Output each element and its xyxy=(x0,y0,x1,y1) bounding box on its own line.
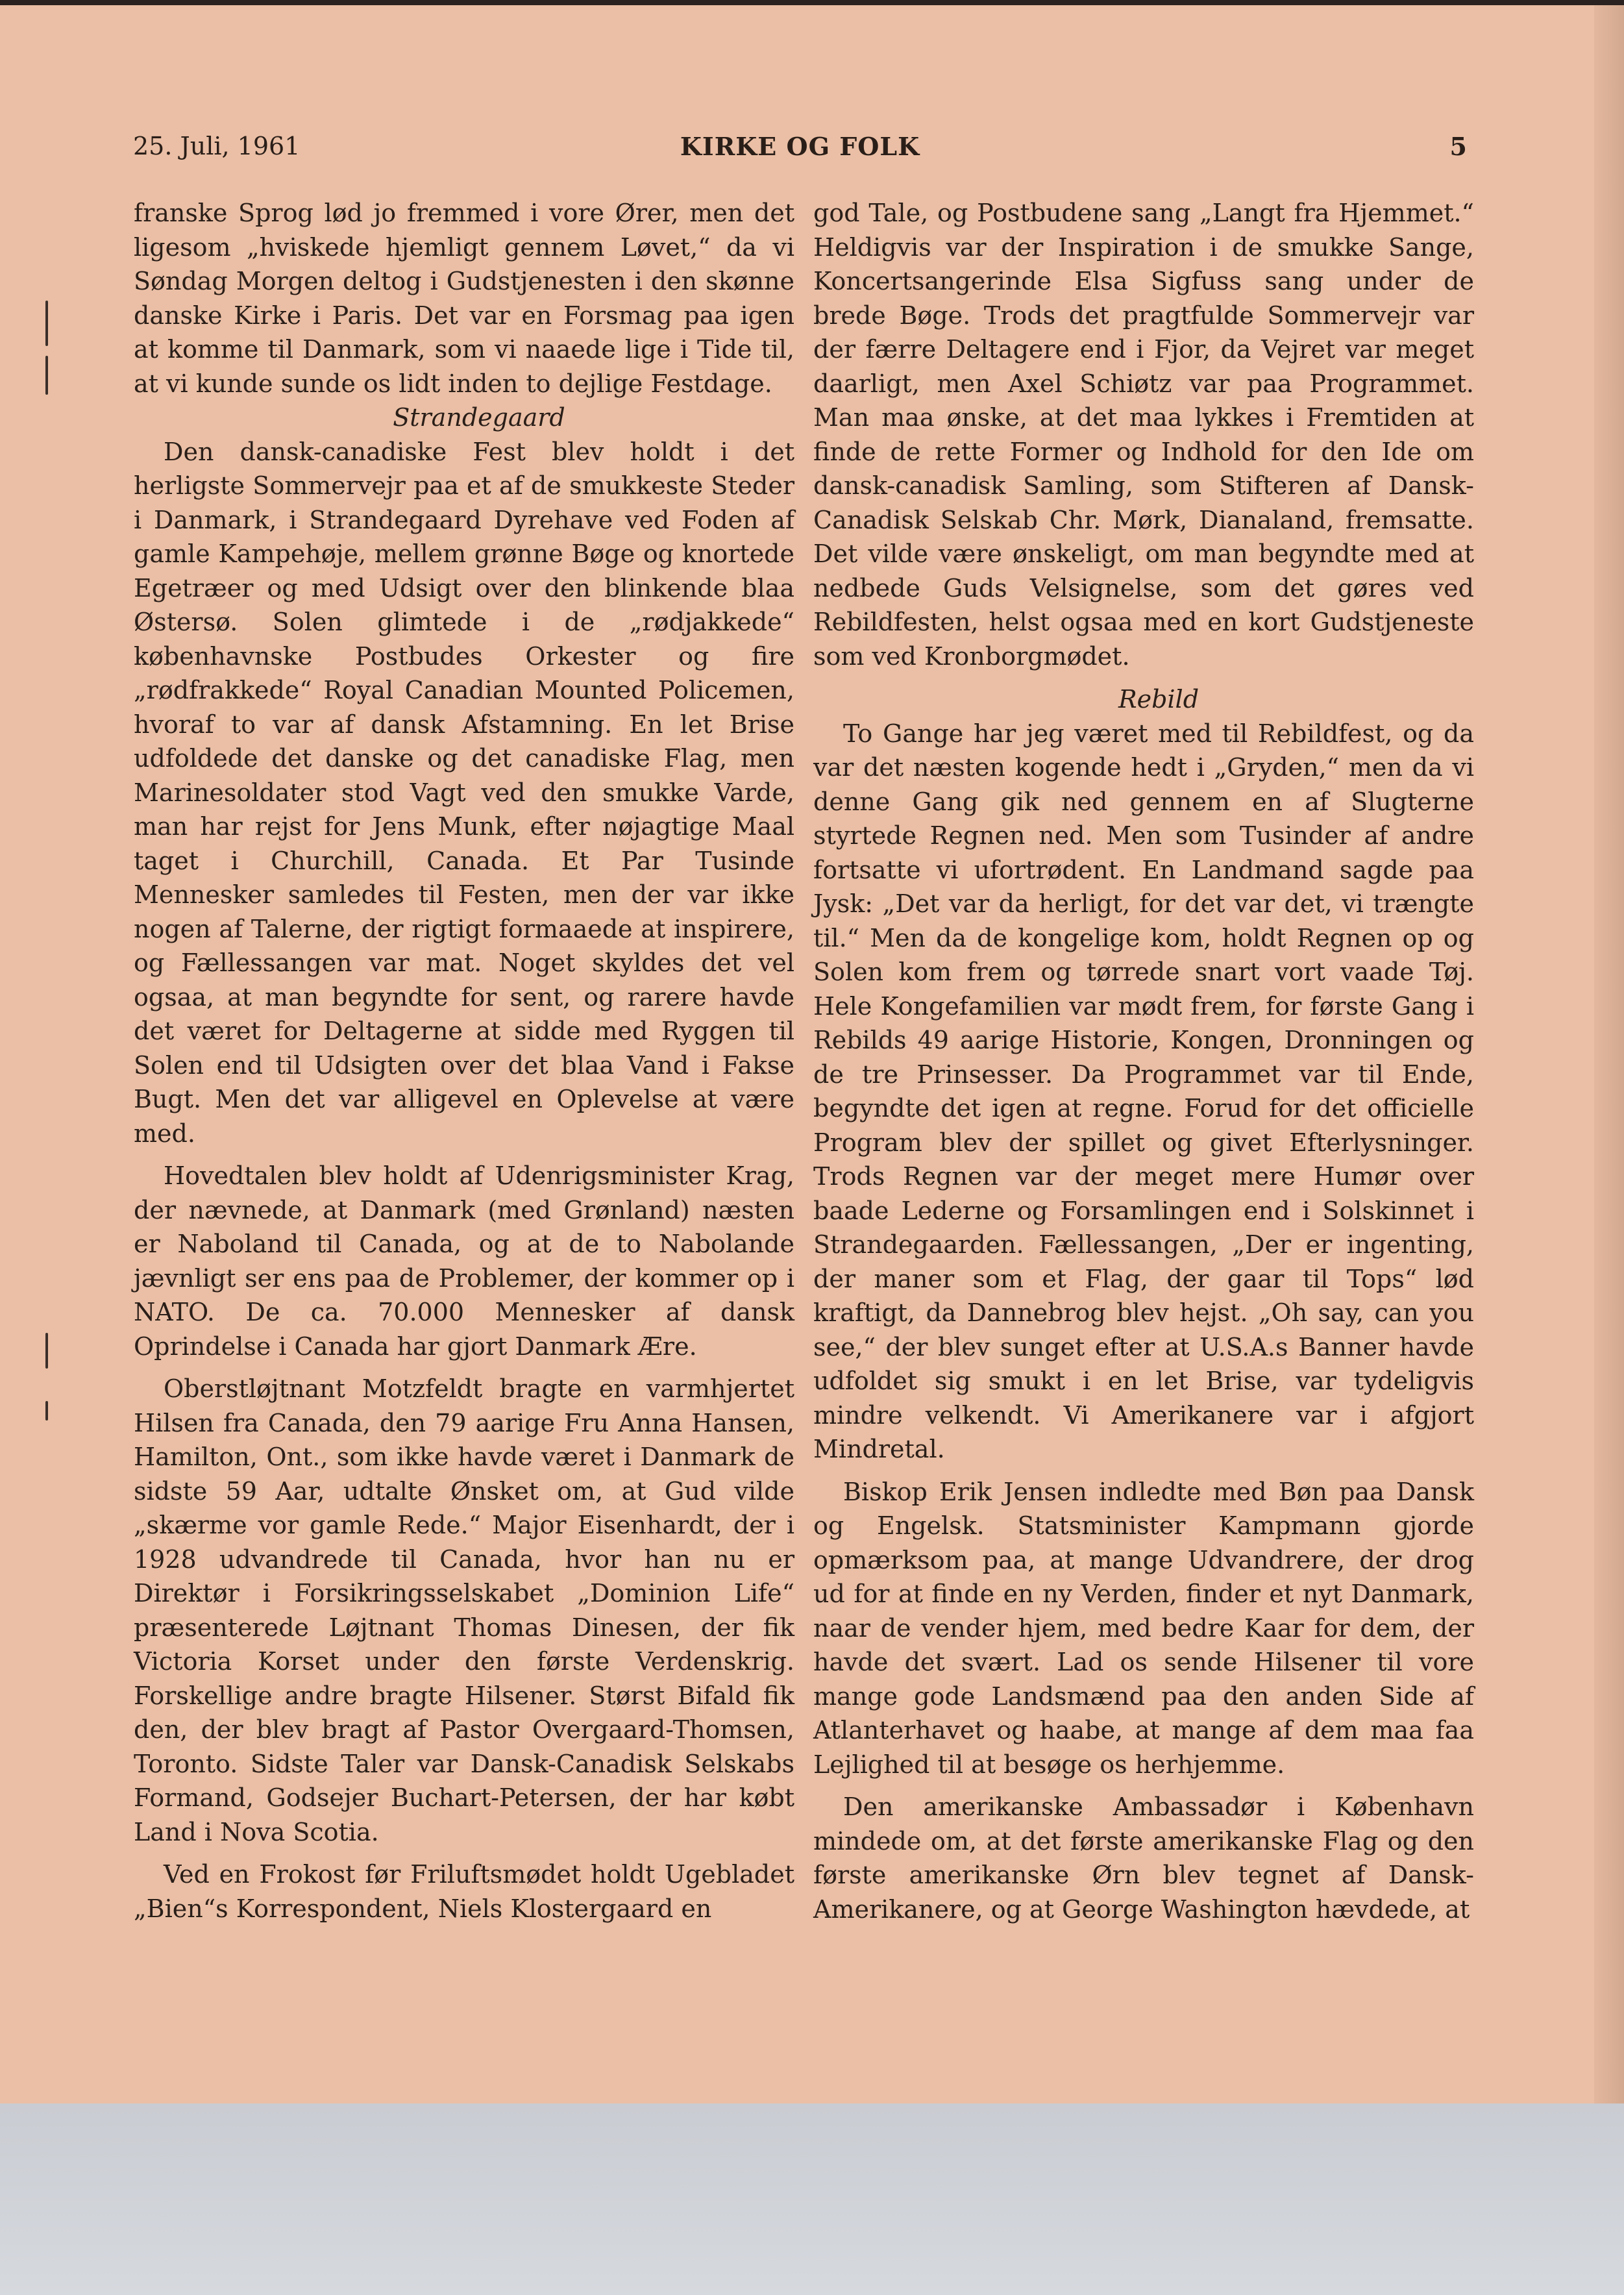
margin-mark xyxy=(45,1333,48,1369)
right-column xyxy=(813,196,1474,1926)
paragraph: Ved en Frokost før Friluftsmødet holdt Ugebladet „Bien“s Korrespondent, Niels Klostergaard en xyxy=(134,1860,794,1923)
left-column xyxy=(134,196,794,1926)
paragraph: Biskop Erik Jensen indledte med Bøn paa Dansk og Engelsk. Statsminister Kampmann gjorde opmærksom paa, at mange Udvandrere, der drog ud for at finde en ny Verden, finder et nyt Danmark, naar de vender hjem, med bedre Kaar for dem, der havde det svært. Lad os sende Hilsener til vore mange gode Landsmænd paa den anden Side af Atlanterhavet og haabe, at mange af dem maa faa Lejlighed til at besøge os herhjemme. xyxy=(813,1477,1474,1779)
page-header xyxy=(133,132,1467,168)
paragraph: Den dansk-canadiske Fest blev holdt i det herligste Sommervejr paa et af de smukkeste Steder i Danmark, i Strandegaard Dyrehave ved Foden af gamle Kampehøje, mellem grønne Bøge og knortede Egetræer og med Udsigt over den blinkende blaa Østersø. Solen glimtede i de „rødjakkede“ københavnske Postbudes Orkester og fire „rødfrakkede“ Royal Canadian Mounted Policemen, hvoraf to var af dansk Afstamning. En let Brise udfoldede det danske og det canadiske Flag, men Marinesoldater stod Vagt ved den smukke Varde, man har rejst for Jens Munk, efter nøjagtige Maal taget i Churchill, Canada. Et Par Tusinde Mennesker samledes til Festen, men der var ikke nogen af Talerne, der rigtigt formaaede at inspirere, og Fællessangen var mat. Noget skyldes det vel ogsaa, at man begyndte for sent, og rarere havde det været for Deltagerne at sidde med Ryggen til Solen end til Udsigten over det blaa Vand i Fakse Bugt. Men det var alligevel en Oplevelse at være med. xyxy=(134,437,794,1148)
paragraph: Hovedtalen blev holdt af Udenrigsminister Krag, der nævnede, at Danmark (med Grønland) næsten er Naboland til Canada, og at de to Nabolande jævnligt ser ens paa de Problemer, der kommer op i NATO. De ca. 70.000 Mennesker af dansk Oprindelse i Canada har gjort Danmark Ære. xyxy=(134,1161,794,1361)
paragraph: Oberstløjtnant Motzfeldt bragte en varmhjertet Hilsen fra Canada, den 79 aarige Fru Anna Hansen, Hamilton, Ont., som ikke havde været i Danmark de sidste 59 Aar, udtalte Ønsket om, at Gud vilde „skærme vor gamle Rede.“ Major Eisenhardt, der i 1928 udvandrede til Canada, hvor han nu er Direktør i Forsikringsselskabet „Dominion Life“ præsenterede Løjtnant Thomas Dinesen, der fik Victoria Korset under den første Verdenskrig. Forskellige andre bragte Hilsener. Størst Bifald fik den, der blev bragt af Pastor Overgaard-Thomsen, Toronto. Sidste Taler var Dansk-Canadisk Selskabs Formand, Godsejer Buchart-Petersen, der har købt Land i Nova Scotia. xyxy=(134,1374,794,1846)
margin-mark xyxy=(45,356,48,395)
page-edge xyxy=(1594,5,1624,2109)
publication-title: KIRKE OG FOLK xyxy=(680,132,920,161)
paragraph: Den amerikanske Ambassadør i København mindede om, at det første amerikanske Flag og den første amerikanske Ørn blev tegnet af Dansk-Amerikanere, og at George Washington hævdede, at xyxy=(813,1793,1474,1924)
page-number: 5 xyxy=(1449,132,1467,161)
header-date: 25. Juli, 1961 xyxy=(133,132,301,160)
paragraph: franske Sprog lød jo fremmed i vore Ører, men det ligesom „hviskede hjemligt gennem Løvet,“ da vi Søndag Morgen deltog i Gudstjenesten i den skønne danske Kirke i Paris. Det var en Forsmag paa igen at komme til Danmark, som vi naaede lige i Tide til, at vi kunde sunde os lidt inden to dejlige Festdage. xyxy=(134,199,794,398)
section-heading: Strandegaard xyxy=(393,403,565,432)
section-heading: Rebild xyxy=(1118,685,1200,713)
paragraph: To Gange har jeg været med til Rebildfest, og da var det næsten kogende hedt i „Gryden,“ men da vi denne Gang gik ned gennem en af Slugterne styrtede Regnen ned. Men som Tusinder af andre fortsatte vi ufortrødent. En Landmand sagde paa Jysk: „Det var da herligt, for det var det, vi trængte til.“ Men da de kongelige kom, holdt Regnen op og Solen kom frem og tørrede snart vort vaade Tøj. Hele Kongefamilien var mødt frem, for første Gang i Rebilds 49 aarige Historie, Kongen, Dronningen og de tre Prinsesser. Da Programmet var til Ende, begyndte det igen at regne. Forud for det officielle Program blev der spillet og givet Efterlysninger. Trods Regnen var der meget mere Humør over baade Lederne og Forsamlingen end i Solskinnet i Strandegaarden. Fællessangen, „Der er ingenting, der maner som et Flag, der gaar til Tops“ lød kraftigt, da Dannebrog blev hejst. „Oh say, can you see,“ der blev sunget efter at U.S.A.s Banner havde udfoldet sig smukt i en let Brise, var tydeligvis mindre velkendt. Vi Amerikanere var i afgjort Mindretal. xyxy=(813,719,1474,1463)
margin-mark xyxy=(45,1401,48,1420)
scan-background xyxy=(0,2103,1624,2295)
paragraph: god Tale, og Postbudene sang „Langt fra Hjemmet.“ Heldigvis var der Inspiration i de smukke Sange, Koncertsangerinde Elsa Sigfuss sang under de brede Bøge. Trods det pragtfulde Sommervejr var der færre Deltagere end i Fjor, da Vejret var meget daarligt, men Axel Schiøtz var paa Programmet. Man maa ønske, at det maa lykkes i Fremtiden at finde de rette Former og Indhold for den Ide om dansk-canadisk Samling, som Stifteren af Dansk-Canadisk Selskab Chr. Mørk, Dianaland, fremsatte. Det vilde være ønskeligt, om man begyndte med at nedbede Guds Velsignelse, som det gøres ved Rebildfesten, helst ogsaa med en kort Gudstjeneste som ved Kronborgmødet. xyxy=(813,199,1474,671)
margin-mark xyxy=(45,301,48,346)
